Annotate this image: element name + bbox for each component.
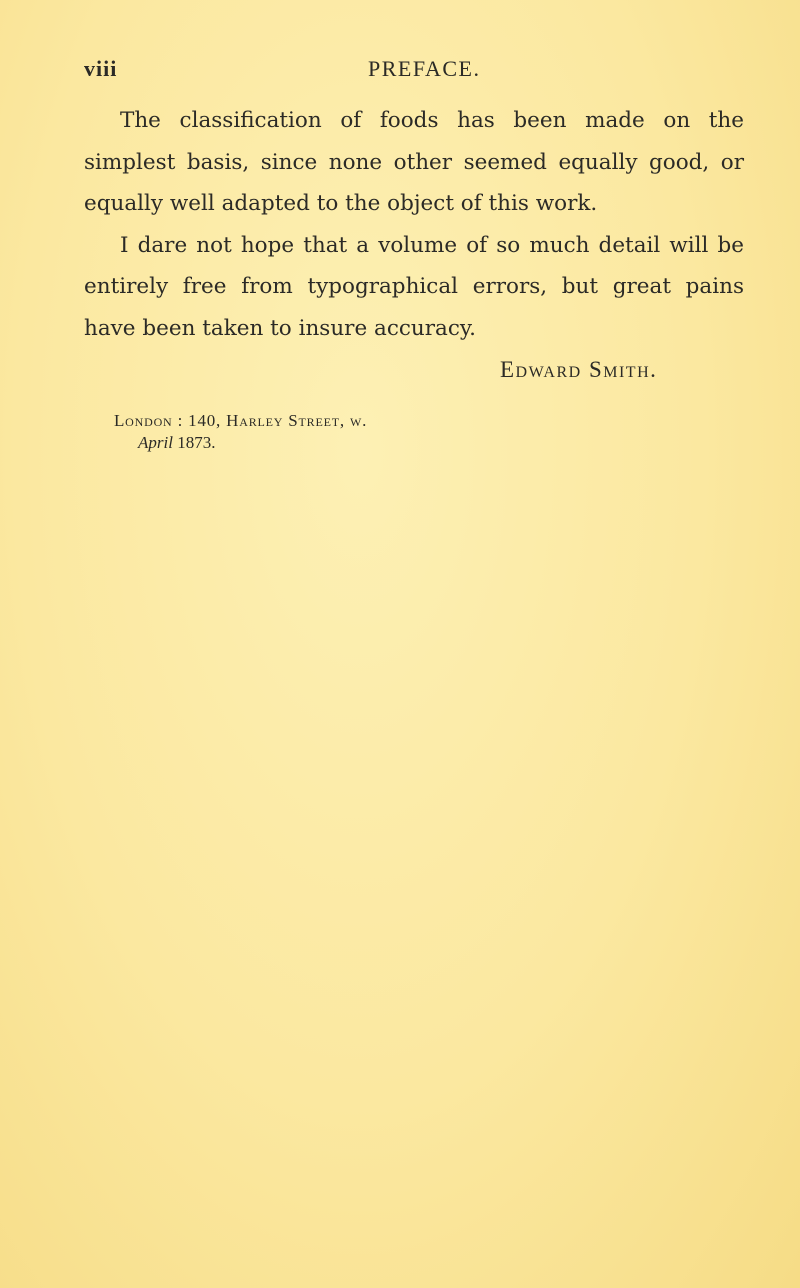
address-place: London :	[114, 411, 184, 430]
address-street: 140, Harley Street, w.	[188, 411, 368, 430]
preface-body	[84, 100, 744, 349]
address-block	[114, 410, 614, 454]
date-line	[114, 432, 614, 454]
page-number: viii	[84, 56, 118, 81]
running-title: PREFACE.	[368, 56, 481, 81]
date-year: 1873.	[177, 433, 216, 452]
paragraph-accuracy: I dare not hope that a volume of so much detail will be entirely free from typographical errors, but great pains have been taken to insure accuracy.	[84, 232, 744, 341]
date-month: April	[138, 433, 173, 452]
running-head	[84, 56, 724, 86]
author-signature: Edward Smith.	[500, 357, 658, 382]
address-line	[114, 410, 614, 432]
paragraph-classification: The classification of foods has been made on the simplest basis, since none other seemed equally good, or equally well adapted to the object of this work.	[84, 108, 744, 216]
